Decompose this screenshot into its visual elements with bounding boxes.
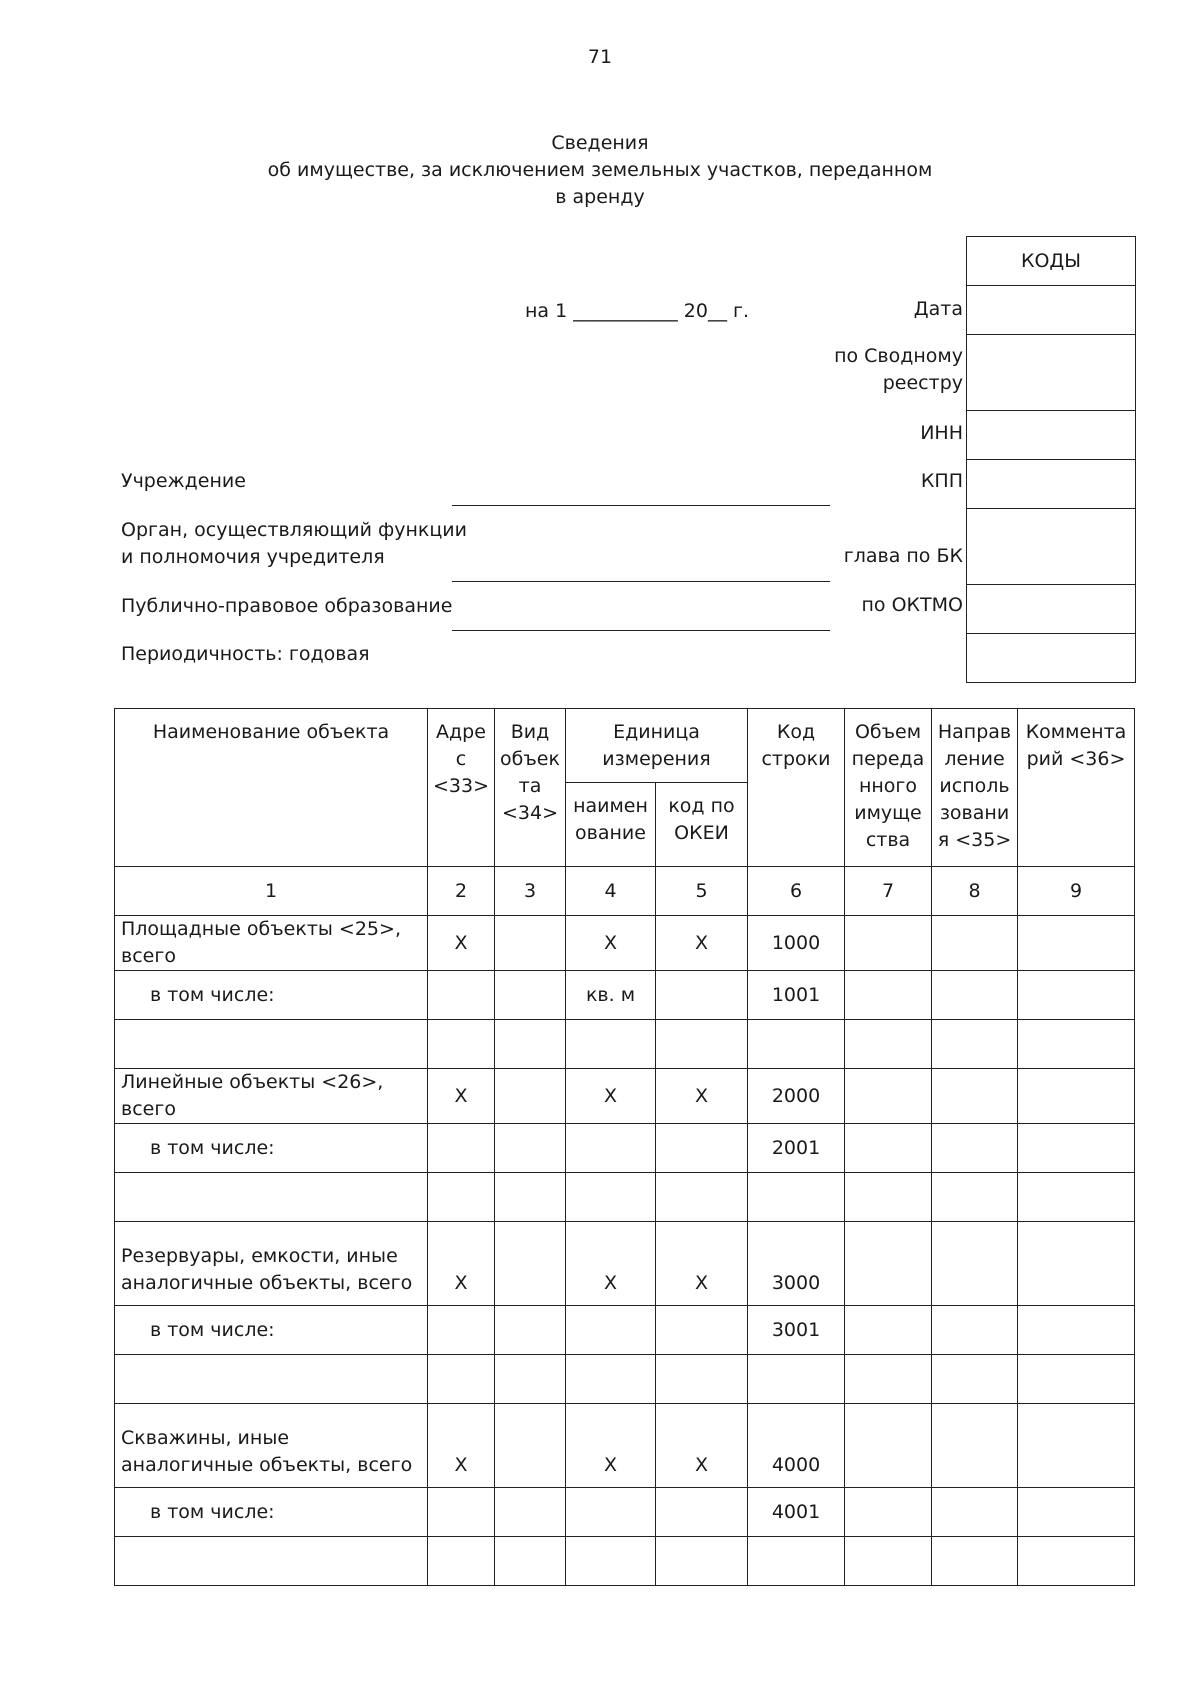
row-code-cell — [748, 1173, 845, 1222]
codes-header: КОДЫ — [967, 237, 1135, 286]
code-label-kpp: КПП — [920, 470, 963, 492]
code-cell-glava[interactable] — [967, 509, 1135, 585]
code-label-svod-2: реестру — [882, 372, 963, 394]
comment-cell — [1018, 971, 1135, 1020]
volume-cell — [845, 1222, 932, 1306]
title-line-1: Сведения — [551, 132, 649, 154]
address-cell — [428, 1020, 495, 1069]
row-code-cell — [748, 1020, 845, 1069]
form-title — [200, 130, 1000, 211]
object-name-cell: в том числе: — [115, 1488, 428, 1537]
unit-name-cell: X — [566, 1222, 656, 1306]
table-row — [115, 1124, 1135, 1173]
kind-cell — [495, 1404, 566, 1488]
volume-cell — [845, 1069, 932, 1124]
code-cell-inn[interactable] — [967, 411, 1135, 460]
comment-cell — [1018, 1537, 1135, 1586]
volume-cell — [845, 1537, 932, 1586]
header-unit-name: наимен ование — [566, 783, 656, 867]
direction-cell — [932, 1355, 1018, 1404]
table-row — [115, 1306, 1135, 1355]
column-number: 7 — [845, 867, 932, 916]
direction-cell — [932, 1404, 1018, 1488]
column-number: 6 — [748, 867, 845, 916]
row-code-cell: 1001 — [748, 971, 845, 1020]
comment-cell — [1018, 1173, 1135, 1222]
table-row — [115, 1020, 1135, 1069]
unit-name-cell — [566, 1355, 656, 1404]
header-comment: Коммента рий <36> — [1018, 709, 1135, 867]
address-cell — [428, 1488, 495, 1537]
table-row — [115, 1173, 1135, 1222]
ppo-field-line[interactable] — [452, 630, 830, 631]
unit-name-cell: X — [566, 916, 656, 971]
address-cell: X — [428, 1222, 495, 1306]
kind-cell — [495, 1488, 566, 1537]
column-number: 4 — [566, 867, 656, 916]
address-cell: X — [428, 1404, 495, 1488]
column-number-row — [115, 867, 1135, 916]
volume-cell — [845, 916, 932, 971]
unit-code-cell: X — [656, 1069, 748, 1124]
direction-cell — [932, 1306, 1018, 1355]
address-cell — [428, 971, 495, 1020]
volume-cell — [845, 1124, 932, 1173]
direction-cell — [932, 1069, 1018, 1124]
table-row — [115, 971, 1135, 1020]
header-kind: Вид объек та <34> — [495, 709, 566, 867]
volume-cell — [845, 971, 932, 1020]
unit-name-cell: X — [566, 1404, 656, 1488]
comment-cell — [1018, 1488, 1135, 1537]
column-number: 2 — [428, 867, 495, 916]
object-name-cell: в том числе: — [115, 971, 428, 1020]
volume-cell — [845, 1306, 932, 1355]
address-cell: X — [428, 916, 495, 971]
kind-cell — [495, 1306, 566, 1355]
kind-cell — [495, 971, 566, 1020]
unit-code-cell — [656, 1355, 748, 1404]
property-table — [114, 708, 1135, 1586]
column-number: 1 — [115, 867, 428, 916]
field-label-periodicity: Периодичность: годовая — [121, 643, 370, 665]
comment-cell — [1018, 1020, 1135, 1069]
kind-cell — [495, 1222, 566, 1306]
code-cell-kpp[interactable] — [967, 460, 1135, 509]
header-name: Наименование объекта — [115, 709, 428, 867]
field-label-organ-2: и полномочия учредителя — [121, 546, 385, 568]
column-number: 3 — [495, 867, 566, 916]
table-row — [115, 1537, 1135, 1586]
row-code-cell: 3000 — [748, 1222, 845, 1306]
table-row — [115, 1069, 1135, 1124]
comment-cell — [1018, 1069, 1135, 1124]
address-cell: X — [428, 1069, 495, 1124]
header-volume: Объем переда нного имуще ства — [845, 709, 932, 867]
volume-cell — [845, 1020, 932, 1069]
comment-cell — [1018, 1124, 1135, 1173]
page-number: 71 — [587, 46, 613, 68]
header-row-code: Код строки — [748, 709, 845, 867]
unit-name-cell: X — [566, 1069, 656, 1124]
row-code-cell: 3001 — [748, 1306, 845, 1355]
object-name-cell — [115, 1020, 428, 1069]
unit-name-cell — [566, 1173, 656, 1222]
address-cell — [428, 1173, 495, 1222]
unit-name-cell — [566, 1306, 656, 1355]
unit-name-cell: кв. м — [566, 971, 656, 1020]
row-code-cell — [748, 1355, 845, 1404]
address-cell — [428, 1537, 495, 1586]
table-row — [115, 1404, 1135, 1488]
unit-name-cell — [566, 1124, 656, 1173]
object-name-cell: Площадные объекты <25>, всего — [115, 916, 428, 971]
direction-cell — [932, 1488, 1018, 1537]
header-unit-code: код по ОКЕИ — [656, 783, 748, 867]
unit-code-cell: X — [656, 1222, 748, 1306]
kind-cell — [495, 1124, 566, 1173]
kind-cell — [495, 1355, 566, 1404]
column-number: 8 — [932, 867, 1018, 916]
codes-box — [966, 236, 1136, 683]
direction-cell — [932, 1173, 1018, 1222]
row-code-cell: 1000 — [748, 916, 845, 971]
table-row — [115, 1222, 1135, 1306]
volume-cell — [845, 1488, 932, 1537]
comment-cell — [1018, 1222, 1135, 1306]
object-name-cell: в том числе: — [115, 1124, 428, 1173]
header-direction: Направ ление исполь зовани я <35> — [932, 709, 1018, 867]
kind-cell — [495, 1537, 566, 1586]
code-label-inn: ИНН — [920, 422, 963, 444]
table-row — [115, 1488, 1135, 1537]
unit-code-cell — [656, 1488, 748, 1537]
unit-name-cell — [566, 1488, 656, 1537]
code-label-date: Дата — [913, 298, 963, 320]
comment-cell — [1018, 1355, 1135, 1404]
row-code-cell — [748, 1537, 845, 1586]
direction-cell — [932, 916, 1018, 971]
code-cell-date[interactable] — [967, 286, 1135, 335]
object-name-cell — [115, 1537, 428, 1586]
header-unit: Единица измерения — [566, 709, 748, 783]
direction-cell — [932, 971, 1018, 1020]
institution-field-line[interactable] — [452, 505, 830, 506]
code-label-svod-1: по Сводному — [834, 345, 963, 367]
object-name-cell — [115, 1355, 428, 1404]
code-cell-svod[interactable] — [967, 335, 1135, 411]
kind-cell — [495, 1020, 566, 1069]
direction-cell — [932, 1222, 1018, 1306]
column-number: 9 — [1018, 867, 1135, 916]
field-label-institution: Учреждение — [121, 470, 246, 492]
row-code-cell: 4000 — [748, 1404, 845, 1488]
kind-cell — [495, 916, 566, 971]
row-code-cell: 4001 — [748, 1488, 845, 1537]
code-cell-periodicity[interactable] — [967, 634, 1135, 682]
code-cell-oktmo[interactable] — [967, 585, 1135, 634]
table-row — [115, 916, 1135, 971]
comment-cell — [1018, 916, 1135, 971]
object-name-cell: в том числе: — [115, 1306, 428, 1355]
volume-cell — [845, 1173, 932, 1222]
unit-name-cell — [566, 1537, 656, 1586]
code-label-oktmo: по ОКТМО — [861, 594, 963, 616]
unit-code-cell — [656, 1173, 748, 1222]
kind-cell — [495, 1173, 566, 1222]
address-cell — [428, 1306, 495, 1355]
direction-cell — [932, 1537, 1018, 1586]
comment-cell — [1018, 1306, 1135, 1355]
object-name-cell: Скважины, иные аналогичные объекты, всего — [115, 1404, 428, 1488]
unit-name-cell — [566, 1020, 656, 1069]
direction-cell — [932, 1020, 1018, 1069]
title-line-3: в аренду — [555, 186, 645, 208]
field-label-organ-1: Орган, осуществляющий функции — [121, 519, 467, 541]
address-cell — [428, 1124, 495, 1173]
unit-code-cell: X — [656, 1404, 748, 1488]
direction-cell — [932, 1124, 1018, 1173]
row-code-cell: 2000 — [748, 1069, 845, 1124]
title-line-2: об имуществе, за исключением земельных участков, переданном — [267, 159, 933, 181]
unit-code-cell — [656, 1020, 748, 1069]
kind-cell — [495, 1069, 566, 1124]
object-name-cell: Резервуары, емкости, иные аналогичные объекты, всего — [115, 1222, 428, 1306]
unit-code-cell — [656, 1537, 748, 1586]
code-label-glava: глава по БК — [843, 545, 963, 567]
address-cell — [428, 1355, 495, 1404]
unit-code-cell — [656, 1124, 748, 1173]
comment-cell — [1018, 1404, 1135, 1488]
object-name-cell — [115, 1173, 428, 1222]
column-number: 5 — [656, 867, 748, 916]
organ-field-line[interactable] — [452, 581, 830, 582]
volume-cell — [845, 1404, 932, 1488]
table-row — [115, 1355, 1135, 1404]
unit-code-cell — [656, 1306, 748, 1355]
row-code-cell: 2001 — [748, 1124, 845, 1173]
report-date-line: на 1 ___________ 20__ г. — [525, 300, 750, 322]
header-address: Адре с <33> — [428, 709, 495, 867]
unit-code-cell — [656, 971, 748, 1020]
unit-code-cell: X — [656, 916, 748, 971]
object-name-cell: Линейные объекты <26>, всего — [115, 1069, 428, 1124]
field-label-ppo: Публично-правовое образование — [121, 595, 453, 617]
volume-cell — [845, 1355, 932, 1404]
